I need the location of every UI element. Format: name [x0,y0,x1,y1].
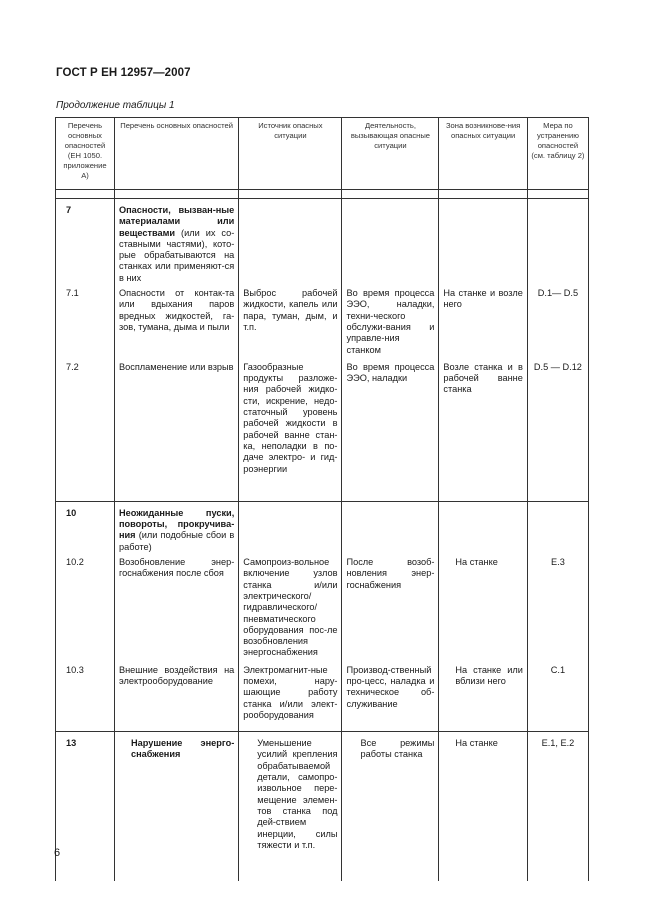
group-row-13 [56,732,589,851]
row-zone: На станке и возле него [439,284,527,356]
table-header-row [56,118,589,190]
row-source: Самопроиз-вольное включение узлов станка и/или электрического/ гидравлического/ пневматического оборудования пос-ле возобновления энергоснабжения [239,553,342,659]
table-row [56,659,589,721]
header-activity: Деятельность, вызывающая опасные ситуации [342,118,439,190]
row-hazard: Воспламенение или взрыв [114,356,238,475]
row-hazard: Опасности от контак-та или вдыхания паров вредных жидкостей, га-зов, тумана, дыма и пыли [114,284,238,356]
row-zone: На станке или вблизи него [439,659,527,721]
table-row [56,356,589,475]
row-number: 10.2 [56,553,115,659]
group-title-cell [114,199,238,285]
table-row [56,284,589,356]
row-activity: Во время процесса ЭЭО, наладки, техни-ческого обслужи-вания и управле-ния станком [342,284,439,356]
group-title-cell [114,501,238,553]
row-measure: D.1— D.5 [527,284,588,356]
row-source: Выброс рабочей жидкости, капель или пара, туман, дым, и т.п. [239,284,342,356]
group-number: 10 [56,501,115,553]
group-number: 7 [56,199,115,285]
group-title-rest: (или их со-ставными частями), кото-рые обрабатываются на станках или применяют-ся в них [118,227,235,283]
header-hazard-list: Перечень основных опасностей [114,118,238,190]
row-activity: Производ-ственный про-цесс, наладка и техническое об-служивание [342,659,439,721]
header-hazard-list-en1050: Перечень основных опасностей (ЕН 1050. приложение А) [56,118,115,190]
header-zone: Зона возникнове-ния опасных ситуации [439,118,527,190]
group-title: Опасности, вызван-ные материалами или веществами [118,205,235,238]
row-activity: Все режимы работы станка [342,732,439,851]
row-number: 7.2 [56,356,115,475]
row-measure: D.5 — D.12 [527,356,588,475]
header-source: Источник опасных ситуации [239,118,342,190]
group-row-7 [56,199,589,285]
row-zone: На станке [439,553,527,659]
group-row-10 [56,501,589,553]
document-title: ГОСТ Р ЕН 12957—2007 [56,67,191,79]
page-number: 6 [54,847,61,859]
group-title: Неожиданные пуски, повороты, прокручива-ния [118,507,235,541]
row-source: Электромагнит-ные помехи, нару-шающие работу станка и/или элект-рооборудования [239,659,342,721]
row-zone: На станке [439,732,527,851]
row-number: 7.1 [56,284,115,356]
row-measure: С.1 [527,659,588,721]
row-source: Уменьшение усилий крепления обрабатываемой детали, самопро-извольное пере-мещение элемен-тов станка под дей-ствием инерции, силы тяжести и т.п. [239,732,342,851]
hazards-table [55,117,589,881]
row-number: 10.3 [56,659,115,721]
group-number: 13 [56,732,115,851]
group-title-rest: (или подобные сбои в работе) [118,530,235,552]
row-hazard: Внешние воздействия на электрооборудование [114,659,238,721]
row-measure: Е.1, Е.2 [527,732,588,851]
row-source: Газообразные продукты разложе-ния рабочей жидко-сти, искрение, недо-статочный уровень рабочей жидкости в рабочей ванне стан-ка, неполадки в по-даче электро- и гид-роэнергии [239,356,342,475]
table-caption: Продолжение таблицы 1 [56,100,175,111]
row-hazard: Возобновление энер-госнабжения после сбоя [114,553,238,659]
table-row [56,553,589,659]
row-activity: После возоб-новления энер-госнабжения [342,553,439,659]
row-activity: Во время процесса ЭЭО, наладки [342,356,439,475]
row-measure: Е.3 [527,553,588,659]
header-measure: Мера по устранению опасностей (см. таблицу 2) [527,118,588,190]
row-zone: Возле станка и в рабочей ванне станка [439,356,527,475]
group-title: Нарушение энерго-снабжения [114,732,238,851]
